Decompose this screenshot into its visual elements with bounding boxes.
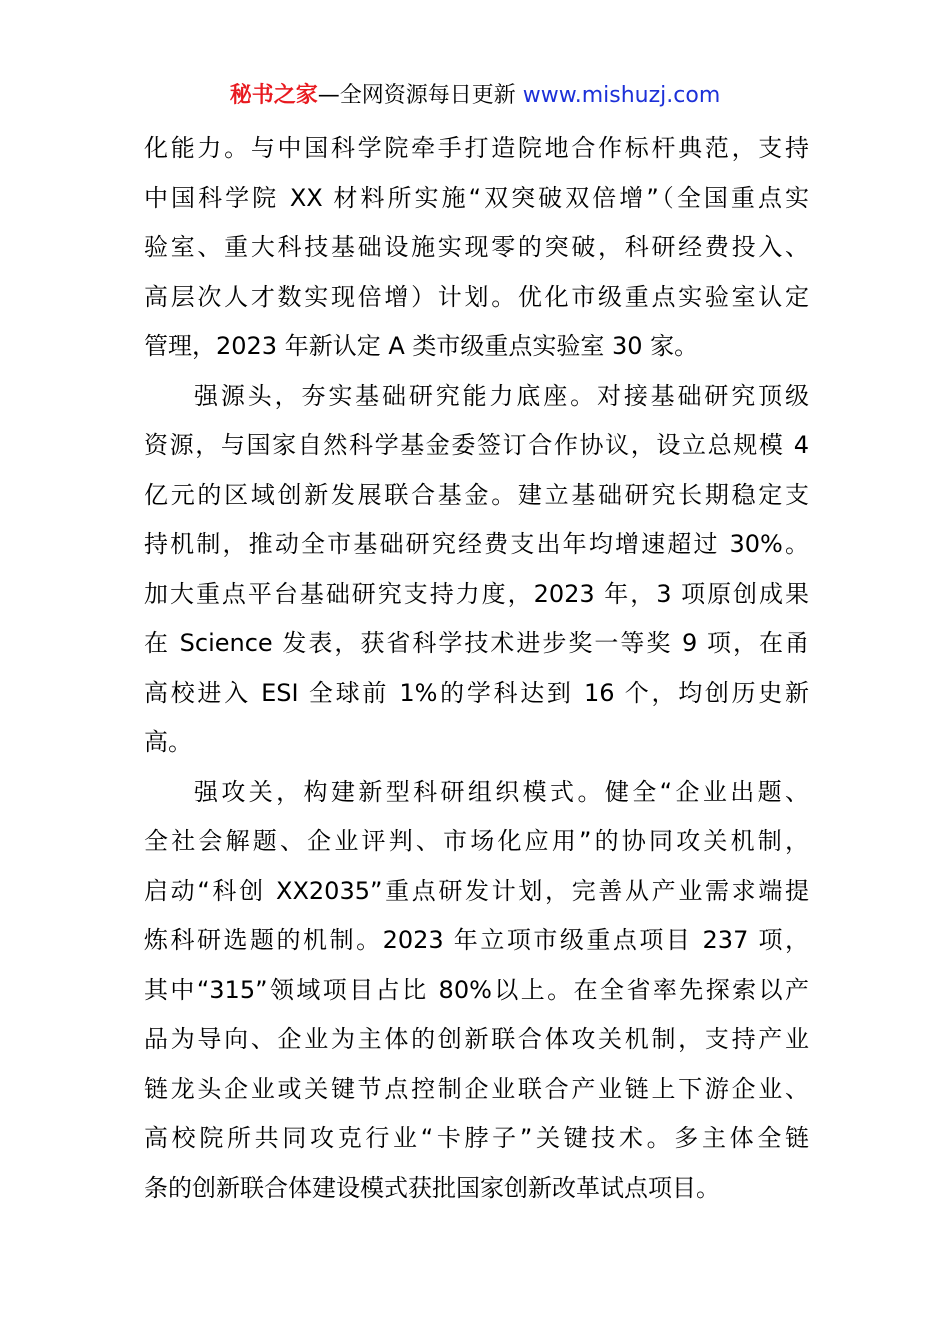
text-line: 资源，与国家自然科学基金委签订合作协议，设立总规模 4 [144,431,809,459]
site-header [0,80,950,112]
text-line: 持机制，推动全市基础研究经费支出年均增速超过 30%。 [144,530,809,558]
site-brand: 秘书之家 [229,83,318,108]
text-line: 全社会解题、企业评判、市场化应用”的协同攻关机制， [144,827,809,855]
text-line: 化能力。与中国科学院牵手打造院地合作标杆典范，支持 [144,134,809,162]
text-line: 品为导向、企业为主体的创新联合体攻关机制，支持产业 [144,1025,809,1053]
text-line: 其中“315”领域项目占比 80%以上。在全省率先探索以产 [144,975,809,1004]
text-line: 链龙头企业或关键节点控制企业联合产业链上下游企业、 [144,1074,809,1103]
text-line: 在 Science 发表，获省科学技术进步奖一等奖 9 项，在甬 [144,629,809,657]
text-line: 启动“科创 XX2035”重点研发计划，完善从产业需求端提 [144,876,809,905]
text-line: 条的创新联合体建设模式获批国家创新改革试点项目。 [144,1173,720,1202]
text-line: 中国科学院 XX 材料所实施“双突破双倍增”（全国重点实 [144,183,809,212]
paragraph-start-line: 强攻关，构建新型科研组织模式。健全“企业出题、 [194,777,809,806]
paragraph-start-line: 强源头，夯实基础研究能力底座。对接基础研究顶级 [194,381,809,410]
text-line: 高校院所共同攻克行业“卡脖子”关键技术。多主体全链 [144,1124,809,1152]
text-line: 加大重点平台基础研究支持力度，2023 年，3 项原创成果 [144,579,809,608]
text-line: 炼科研选题的机制。2023 年立项市级重点项目 237 项， [144,926,809,954]
document-body [144,124,809,1213]
text-line: 高层次人才数实现倍增）计划。优化市级重点实验室认定 [144,282,809,311]
text-line: 验室、重大科技基础设施实现零的突破，科研经费投入、 [144,233,809,261]
text-line: 高。 [144,728,192,756]
site-url-link[interactable]: www.mishuzj.com [522,83,721,108]
site-tagline: —全网资源每日更新 [317,83,523,108]
text-line: 管理，2023 年新认定 A 类市级重点实验室 30 家。 [144,332,699,360]
text-line: 高校进入 ESI 全球前 1%的学科达到 16 个，均创历史新 [144,678,809,707]
text-line: 亿元的区域创新发展联合基金。建立基础研究长期稳定支 [144,480,809,509]
